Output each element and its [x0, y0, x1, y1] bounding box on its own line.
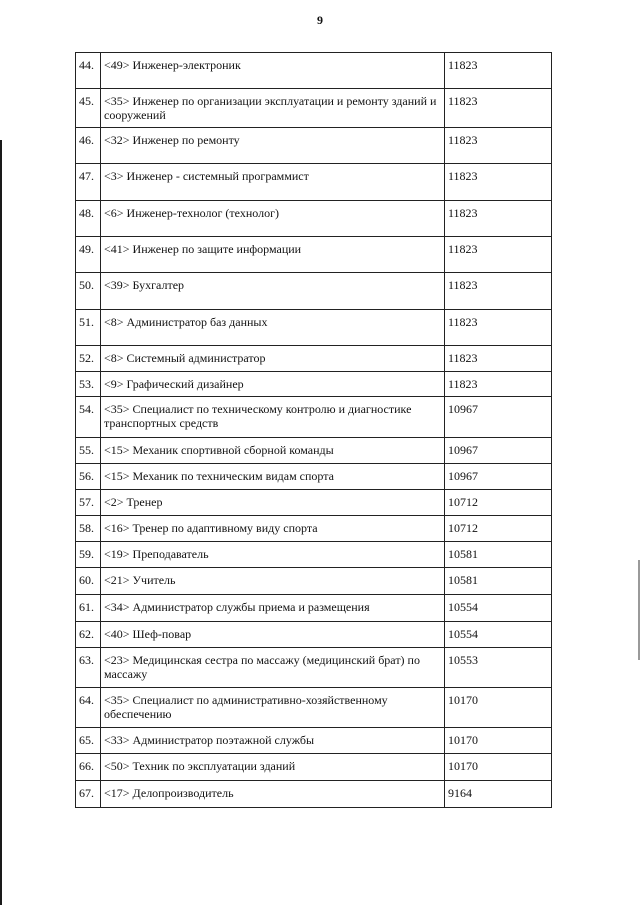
- position-title: <39> Бухгалтер: [101, 273, 445, 310]
- table-row: [76, 464, 552, 490]
- salary-amount: 9164: [445, 781, 552, 808]
- table-row: [76, 542, 552, 568]
- salary-amount: 10712: [445, 490, 552, 516]
- scan-left-edge: [0, 140, 2, 905]
- row-number: 60.: [76, 568, 101, 595]
- position-title: <50> Техник по эксплуатации зданий: [101, 754, 445, 781]
- salary-amount: 10554: [445, 622, 552, 648]
- row-number: 51.: [76, 310, 101, 346]
- salary-amount: 10712: [445, 516, 552, 542]
- position-title: <35> Специалист по техническому контролю и диагностике транспортных средств: [101, 397, 445, 438]
- table-row: [76, 201, 552, 237]
- salary-amount: 10967: [445, 464, 552, 490]
- position-title: <34> Администратор службы приема и размещения: [101, 595, 445, 622]
- row-number: 45.: [76, 89, 101, 128]
- table-row: [76, 648, 552, 688]
- table-row: [76, 754, 552, 781]
- salary-amount: 11823: [445, 372, 552, 397]
- salary-amount: 11823: [445, 237, 552, 273]
- table-row: [76, 53, 552, 89]
- position-title: <8> Системный администратор: [101, 346, 445, 372]
- row-number: 50.: [76, 273, 101, 310]
- position-title: <9> Графический дизайнер: [101, 372, 445, 397]
- row-number: 63.: [76, 648, 101, 688]
- row-number: 65.: [76, 728, 101, 754]
- table-row: [76, 688, 552, 728]
- row-number: 66.: [76, 754, 101, 781]
- salary-amount: 10554: [445, 595, 552, 622]
- salary-amount: 11823: [445, 128, 552, 164]
- position-title: <41> Инженер по защите информации: [101, 237, 445, 273]
- position-title: <8> Администратор баз данных: [101, 310, 445, 346]
- row-number: 59.: [76, 542, 101, 568]
- table-row: [76, 164, 552, 201]
- salary-amount: 10170: [445, 688, 552, 728]
- table-row: [76, 622, 552, 648]
- row-number: 47.: [76, 164, 101, 201]
- salary-amount: 10581: [445, 568, 552, 595]
- position-title: <15> Механик по техническим видам спорта: [101, 464, 445, 490]
- row-number: 57.: [76, 490, 101, 516]
- table-row: [76, 89, 552, 128]
- table-row: [76, 595, 552, 622]
- row-number: 52.: [76, 346, 101, 372]
- table-row: [76, 728, 552, 754]
- table-row: [76, 438, 552, 464]
- table-row: [76, 397, 552, 438]
- position-title: <17> Делопроизводитель: [101, 781, 445, 808]
- position-title: <49> Инженер-электроник: [101, 53, 445, 89]
- salary-amount: 11823: [445, 89, 552, 128]
- table-row: [76, 273, 552, 310]
- row-number: 44.: [76, 53, 101, 89]
- salary-amount: 11823: [445, 273, 552, 310]
- salary-table: [75, 52, 552, 808]
- row-number: 55.: [76, 438, 101, 464]
- salary-amount: 11823: [445, 164, 552, 201]
- salary-amount: 11823: [445, 53, 552, 89]
- table-row: [76, 490, 552, 516]
- position-title: <32> Инженер по ремонту: [101, 128, 445, 164]
- salary-amount: 11823: [445, 201, 552, 237]
- position-title: <21> Учитель: [101, 568, 445, 595]
- position-title: <23> Медицинская сестра по массажу (медицинский брат) по массажу: [101, 648, 445, 688]
- salary-amount: 10170: [445, 728, 552, 754]
- row-number: 46.: [76, 128, 101, 164]
- table-row: [76, 310, 552, 346]
- position-title: <35> Специалист по административно-хозяйственному обеспечению: [101, 688, 445, 728]
- table-row: [76, 781, 552, 808]
- position-title: <2> Тренер: [101, 490, 445, 516]
- position-title: <33> Администратор поэтажной службы: [101, 728, 445, 754]
- table-body: [76, 53, 552, 808]
- row-number: 53.: [76, 372, 101, 397]
- salary-amount: 10967: [445, 397, 552, 438]
- row-number: 67.: [76, 781, 101, 808]
- row-number: 54.: [76, 397, 101, 438]
- position-title: <16> Тренер по адаптивному виду спорта: [101, 516, 445, 542]
- position-title: <15> Механик спортивной сборной команды: [101, 438, 445, 464]
- salary-amount: 10553: [445, 648, 552, 688]
- position-title: <6> Инженер-технолог (технолог): [101, 201, 445, 237]
- position-title: <35> Инженер по организации эксплуатации и ремонту зданий и сооружений: [101, 89, 445, 128]
- salary-amount: 10967: [445, 438, 552, 464]
- row-number: 48.: [76, 201, 101, 237]
- table-row: [76, 128, 552, 164]
- salary-amount: 10581: [445, 542, 552, 568]
- position-title: <40> Шеф-повар: [101, 622, 445, 648]
- row-number: 64.: [76, 688, 101, 728]
- salary-amount: 11823: [445, 346, 552, 372]
- table-row: [76, 516, 552, 542]
- row-number: 58.: [76, 516, 101, 542]
- position-title: <3> Инженер - системный программист: [101, 164, 445, 201]
- row-number: 49.: [76, 237, 101, 273]
- row-number: 56.: [76, 464, 101, 490]
- salary-amount: 11823: [445, 310, 552, 346]
- position-title: <19> Преподаватель: [101, 542, 445, 568]
- table-row: [76, 568, 552, 595]
- page-number: 9: [317, 13, 323, 27]
- table-row: [76, 372, 552, 397]
- row-number: 61.: [76, 595, 101, 622]
- row-number: 62.: [76, 622, 101, 648]
- table-row: [76, 346, 552, 372]
- salary-amount: 10170: [445, 754, 552, 781]
- table-row: [76, 237, 552, 273]
